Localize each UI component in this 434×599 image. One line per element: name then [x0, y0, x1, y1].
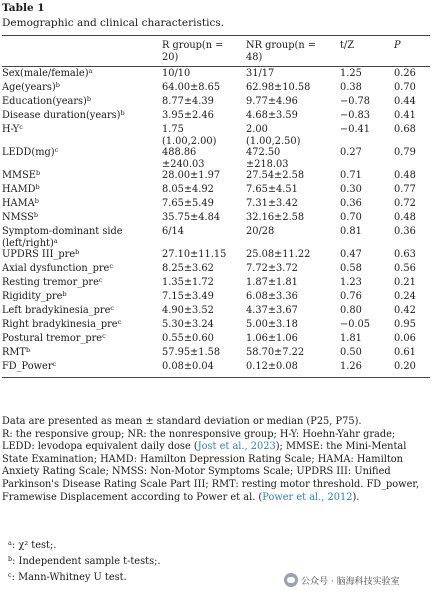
footnote-mark: a: [8, 539, 12, 547]
value-main: 20/28: [246, 226, 275, 237]
p-cell: 0.41: [394, 110, 416, 121]
value-main: 3.95±2.46: [162, 110, 214, 121]
stat-cell: 0.76: [340, 291, 362, 302]
value-main: 0.12±0.08: [246, 361, 298, 372]
variable-label: FD_Power: [2, 361, 53, 372]
stat-cell: 0.47: [340, 249, 362, 260]
variable-label: Disease duration(years): [2, 110, 121, 121]
value-main: 472.50: [246, 147, 281, 158]
value-main: 31/17: [246, 68, 275, 79]
variable-label: Education(years): [2, 96, 87, 107]
header-rule: [2, 66, 430, 67]
nr-value-cell: [246, 263, 340, 277]
footnote-mark: c: [19, 123, 23, 131]
stat-cell: 0.36: [340, 198, 362, 209]
table-row: [2, 212, 430, 226]
p-cell: 0.95: [394, 319, 416, 330]
header-stat: t/Z: [340, 40, 355, 51]
r-value-cell: [162, 263, 246, 277]
variable-label: UPDRS III_pre: [2, 249, 76, 260]
stat-cell: 0.80: [340, 305, 362, 316]
table-row: [2, 66, 430, 82]
r-value-cell: [162, 147, 246, 170]
stat-cell: 0.81: [340, 226, 362, 237]
value-main: 8.05±4.92: [162, 184, 214, 195]
nr-value-cell: [246, 82, 340, 96]
value-main: 8.25±3.62: [162, 263, 214, 274]
value-main: 9.77±4.96: [246, 96, 298, 107]
stat-cell: 0.71: [340, 170, 362, 181]
variable-label-cont: (left/right): [2, 237, 54, 249]
r-value-cell: [162, 66, 246, 82]
abbrev-text-a: R: the responsive group; NR: the nonresponsive group; H-Y: Hoehn-Yahr grade; LEDD: levodopa equivalent daily dose (: [2, 428, 396, 453]
variable-cell: [2, 277, 162, 291]
header-blank: [2, 40, 162, 66]
value-main: 28.00±1.97: [162, 170, 221, 181]
table-row: [2, 305, 430, 319]
value-main: 5.30±3.24: [162, 319, 214, 330]
table-row: [2, 82, 430, 96]
stat-cell: 0.27: [340, 147, 362, 158]
value-main: 6.08±3.36: [246, 291, 298, 302]
header-nr-group: [246, 40, 340, 66]
top-rule: [2, 35, 430, 36]
p-cell: 0.61: [394, 347, 416, 358]
variable-label: Left bradykinesia_pre: [2, 305, 111, 316]
value-main: 5.00±3.18: [246, 319, 298, 330]
variable-cell: [2, 110, 162, 124]
table-notes: [2, 416, 430, 504]
header-nr-label: NR group(n =: [246, 40, 316, 51]
variable-cell: [2, 147, 162, 170]
header-p: P: [394, 40, 401, 51]
footnote-mark: b: [25, 346, 31, 354]
table-row: [2, 124, 430, 147]
table-caption: Demographic and clinical characteristics.: [2, 17, 225, 29]
nr-value-cell: [246, 170, 340, 184]
nr-value-cell: [246, 319, 340, 333]
stat-cell: 0.50: [340, 347, 362, 358]
table-row: [2, 184, 430, 198]
p-cell: 0.56: [394, 263, 416, 274]
variable-cell: [2, 333, 162, 347]
footnote-text: χ² test;.: [18, 540, 57, 551]
value-main: 57.95±1.58: [162, 347, 221, 358]
stat-cell: 0.30: [340, 184, 362, 195]
variable-cell: [2, 170, 162, 184]
p-cell: 0.77: [394, 184, 416, 195]
stat-cell: 1.25: [340, 68, 362, 79]
r-value-cell: [162, 184, 246, 198]
citation-power-link[interactable]: Power et al., 2012: [262, 491, 353, 503]
footnote-mark: c: [52, 360, 57, 368]
table-row: [2, 291, 430, 305]
table-row: [2, 198, 430, 212]
variable-label: Age(years): [2, 82, 56, 93]
value-main: 6/14: [162, 226, 184, 237]
stat-cell: 0.38: [340, 82, 362, 93]
p-cell: 0.48: [394, 170, 416, 181]
table-header-row: [2, 40, 430, 66]
footnote-mark: c: [109, 262, 113, 270]
footnote-sep: :: [11, 572, 19, 583]
p-cell: 0.21: [394, 277, 416, 288]
nr-value-cell: [246, 124, 340, 147]
watermark-text: 公众号 · 脑海科技实验室: [301, 576, 400, 587]
r-value-cell: [162, 170, 246, 184]
variable-cell: [2, 263, 162, 277]
value-main: 64.00±8.65: [162, 82, 221, 93]
value-secondary: ±218.03: [246, 158, 289, 170]
r-value-cell: [162, 319, 246, 333]
header-r-group: [162, 40, 246, 66]
r-value-cell: [162, 82, 246, 96]
value-main: 1.75: [162, 124, 184, 135]
variable-cell: [2, 212, 162, 226]
value-main: 1.06±1.06: [246, 333, 298, 344]
r-value-cell: [162, 110, 246, 124]
table-row: [2, 263, 430, 277]
nr-value-cell: [246, 212, 340, 226]
variable-label: NMSS: [2, 212, 34, 223]
notes-line1: Data are presented as mean ± standard deviation or median (P25, P75).: [2, 416, 362, 427]
variable-label: H-Y: [2, 124, 20, 135]
value-main: 4.37±3.67: [246, 305, 298, 316]
variable-cell: [2, 319, 162, 333]
nr-value-cell: [246, 66, 340, 82]
r-value-cell: [162, 333, 246, 347]
variable-label: Sex(male/female): [2, 68, 89, 79]
stat-cell: 1.81: [340, 333, 362, 344]
footnote-mark: b: [33, 211, 39, 219]
variable-cell: [2, 347, 162, 361]
footnote-mark: c: [102, 332, 106, 340]
footnote-mark: a: [53, 236, 58, 245]
value-main: 2.00: [246, 124, 268, 135]
r-value-cell: [162, 249, 246, 263]
value-main: 32.16±2.58: [246, 212, 305, 223]
value-main: 7.72±3.72: [246, 263, 298, 274]
value-secondary: (1.00,2.50): [246, 135, 301, 147]
variable-label: LEDD(mg): [2, 147, 55, 158]
footnote-item: [8, 572, 127, 583]
footnote-mark: b: [34, 197, 39, 205]
abbrev-text-b: ); MMSE: the Mini-Mental State Examination; HAMD: Hamilton Depression Rating Scale; HAMA: Hamilton Anxiety Rating Scale; NMSS: Non-Motor Symptoms Scale; UPDRS III: Unified Parkinson's Disease Rating Scale Part III; RMT: resting motor threshold. FD_power, Framewise Displacement according to Power et al. (: [2, 441, 420, 503]
footnote-mark: b: [8, 555, 13, 563]
variable-label: Axial dysfunction_pre: [2, 263, 110, 274]
stat-cell: −0.41: [340, 124, 371, 135]
p-cell: 0.63: [394, 249, 416, 260]
p-cell: 0.70: [394, 82, 416, 93]
value-secondary: ±240.03: [162, 158, 205, 170]
variable-label: Rigidity_pre: [2, 291, 63, 302]
variable-cell: [2, 291, 162, 305]
stat-cell: 1.26: [340, 361, 362, 372]
p-cell: 0.26: [394, 68, 416, 79]
p-cell: 0.06: [394, 333, 416, 344]
nr-value-cell: [246, 249, 340, 263]
nr-value-cell: [246, 198, 340, 212]
nr-value-cell: [246, 184, 340, 198]
p-cell: 0.20: [394, 361, 416, 372]
value-secondary: (1.00,2.00): [162, 135, 217, 147]
nr-value-cell: [246, 347, 340, 361]
footnote-item: [8, 540, 56, 551]
table-row: [2, 277, 430, 291]
r-value-cell: [162, 226, 246, 249]
value-main: 1.35±1.72: [162, 277, 214, 288]
variable-cell: [2, 82, 162, 96]
footnote-text: Mann-Whitney U test.: [18, 572, 127, 583]
value-main: 1.87±1.81: [246, 277, 298, 288]
footnote-item: [8, 556, 161, 567]
variable-cell: [2, 226, 162, 249]
table-label: Table 1: [2, 2, 45, 14]
nr-value-cell: [246, 96, 340, 110]
variable-label: HAMA: [2, 198, 35, 209]
footnote-mark: a: [88, 67, 93, 75]
p-cell: 0.68: [394, 124, 416, 135]
variable-cell: [2, 361, 162, 375]
footnote-mark: c: [54, 146, 59, 154]
variable-cell: [2, 305, 162, 319]
nr-value-cell: [246, 361, 340, 375]
table-row: [2, 333, 430, 347]
nr-value-cell: [246, 226, 340, 249]
footnote-text: Independent sample t-tests;.: [18, 556, 161, 567]
table-row: [2, 96, 430, 110]
value-main: 27.54±2.58: [246, 170, 305, 181]
value-main: 58.70±7.22: [246, 347, 305, 358]
variable-cell: [2, 249, 162, 263]
variable-label: Postural tremor_pre: [2, 333, 103, 344]
value-main: 10/10: [162, 68, 191, 79]
header-r-n: 20): [162, 51, 179, 63]
r-value-cell: [162, 305, 246, 319]
value-main: 35.75±4.84: [162, 212, 221, 223]
value-main: 8.77±4.39: [162, 96, 214, 107]
footnote-sep: :: [11, 540, 19, 551]
footnote-mark: c: [98, 276, 103, 284]
variable-cell: [2, 184, 162, 198]
header-r-label: R group(n =: [162, 40, 224, 51]
table-row: [2, 147, 430, 170]
p-cell: 0.79: [394, 147, 416, 158]
table-body: [2, 66, 430, 375]
variable-label: Symptom-dominant side: [2, 226, 123, 237]
p-cell: 0.42: [394, 305, 416, 316]
p-cell: 0.24: [394, 291, 416, 302]
nr-value-cell: [246, 110, 340, 124]
table-row: [2, 170, 430, 184]
r-value-cell: [162, 347, 246, 361]
value-main: 27.10±11.15: [162, 249, 227, 260]
footnote-sep: :: [12, 556, 19, 567]
variable-label: HAMD: [2, 184, 36, 195]
value-main: 7.65±4.51: [246, 184, 298, 195]
p-cell: 0.48: [394, 212, 416, 223]
value-main: 0.55±0.60: [162, 333, 214, 344]
variable-cell: [2, 198, 162, 212]
nr-value-cell: [246, 147, 340, 170]
r-value-cell: [162, 361, 246, 375]
footnote-mark: b: [55, 81, 60, 89]
wechat-icon: [284, 573, 298, 587]
r-value-cell: [162, 124, 246, 147]
footnote-mark: b: [75, 248, 80, 256]
footnote-mark: b: [86, 95, 92, 103]
nr-value-cell: [246, 277, 340, 291]
r-value-cell: [162, 212, 246, 226]
nr-value-cell: [246, 305, 340, 319]
value-main: 7.65±5.49: [162, 198, 214, 209]
stat-cell: 1.23: [340, 277, 362, 288]
table-row: [2, 319, 430, 333]
footnote-mark: b: [62, 290, 67, 298]
value-main: 0.08±0.04: [162, 361, 214, 372]
value-main: 7.15±3.49: [162, 291, 214, 302]
notes-abbreviations: [2, 429, 430, 505]
value-main: 25.08±11.22: [246, 249, 311, 260]
variable-cell: [2, 124, 162, 147]
characteristics-table: [2, 40, 430, 375]
footnote-mark: b: [35, 183, 40, 191]
variable-label: MMSE: [2, 170, 36, 181]
bottom-rule: [2, 377, 430, 378]
stat-cell: 0.58: [340, 263, 362, 274]
variable-label: RMT: [2, 347, 26, 358]
value-main: 4.68±3.59: [246, 110, 298, 121]
variable-cell: [2, 96, 162, 110]
table-row: [2, 226, 430, 249]
r-value-cell: [162, 291, 246, 305]
footnote-mark: c: [117, 318, 122, 326]
table-row: [2, 110, 430, 124]
table-row: [2, 249, 430, 263]
variable-label: Resting tremor_pre: [2, 277, 99, 288]
stat-cell: 0.70: [340, 212, 362, 223]
citation-jost-link[interactable]: Jost et al., 2023: [197, 441, 276, 453]
r-value-cell: [162, 96, 246, 110]
r-value-cell: [162, 277, 246, 291]
value-main: 4.90±3.52: [162, 305, 214, 316]
stat-cell: −0.83: [340, 110, 371, 121]
value-main: 488.86: [162, 147, 197, 158]
table-row: [2, 361, 430, 375]
nr-value-cell: [246, 333, 340, 347]
footnote-mark: b: [35, 169, 41, 177]
r-value-cell: [162, 198, 246, 212]
watermark: [284, 573, 400, 587]
footnote-mark: b: [120, 109, 125, 117]
footnote-mark: c: [110, 304, 115, 312]
header-nr-n: 48): [246, 51, 263, 63]
value-main: 7.31±3.42: [246, 198, 298, 209]
abbrev-text-c: ).: [352, 491, 360, 503]
value-main: 62.98±10.58: [246, 82, 311, 93]
footnote-mark: c: [8, 571, 12, 579]
p-cell: 0.36: [394, 226, 416, 237]
stat-cell: −0.05: [340, 319, 371, 330]
stat-cell: −0.78: [340, 96, 371, 107]
variable-cell: [2, 66, 162, 82]
p-cell: 0.44: [394, 96, 416, 107]
p-cell: 0.72: [394, 198, 416, 209]
table-row: [2, 347, 430, 361]
variable-label: Right bradykinesia_pre: [2, 319, 118, 330]
nr-value-cell: [246, 291, 340, 305]
